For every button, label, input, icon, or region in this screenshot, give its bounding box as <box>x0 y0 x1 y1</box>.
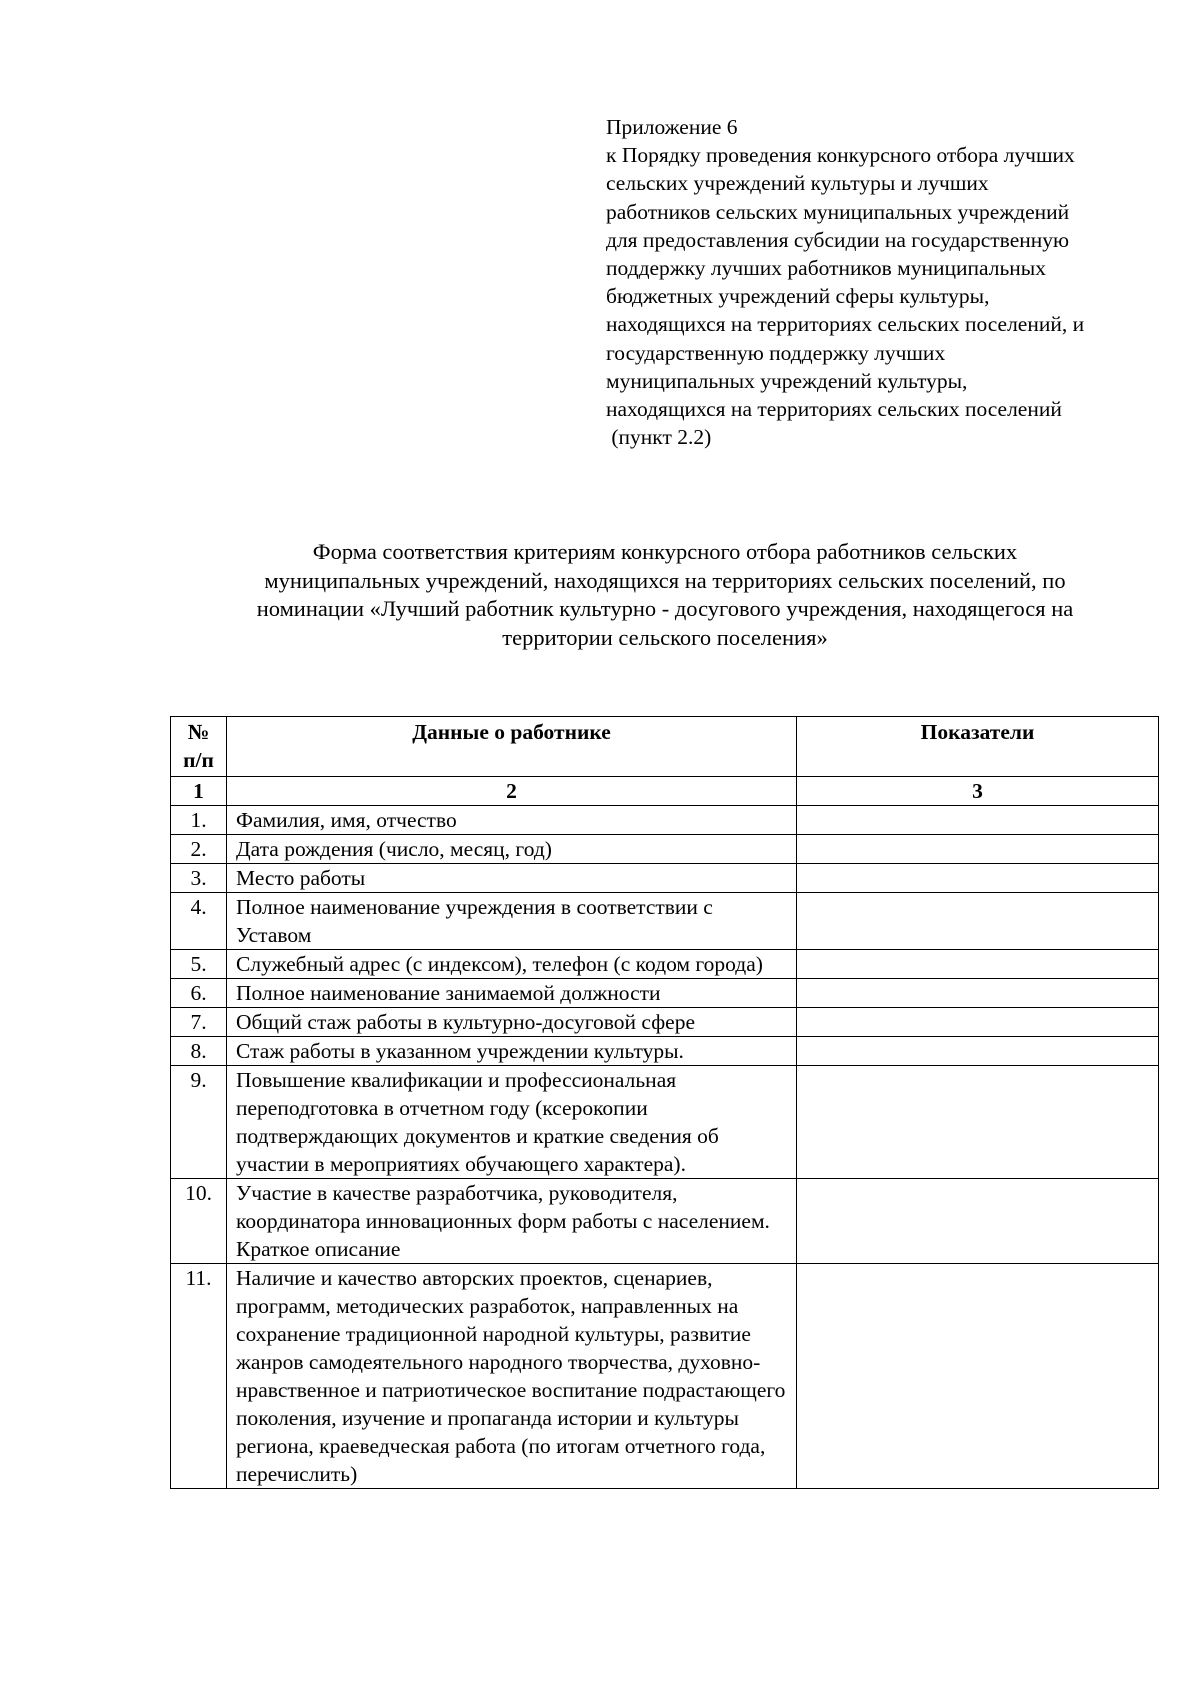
row-value-cell[interactable] <box>797 835 1159 864</box>
row-number: 1. <box>171 806 227 835</box>
row-number: 4. <box>171 893 227 950</box>
appendix-line: для предоставления субсидии на государственную <box>606 227 1070 252</box>
column-numbers-row <box>171 777 1159 806</box>
row-description: Участие в качестве разработчика, руководителя, координатора инновационных форм работы с населением. Краткое описание <box>227 1179 797 1264</box>
row-description: Стаж работы в указанном учреждении культуры. <box>227 1037 797 1066</box>
row-description: Фамилия, имя, отчество <box>227 806 797 835</box>
appendix-note <box>606 113 1166 451</box>
header-num: № п/п <box>171 717 227 777</box>
table-row <box>171 806 1159 835</box>
form-title-line: номинации «Лучший работник культурно - досугового учреждения, находящегося на <box>256 596 1074 621</box>
row-description: Дата рождения (число, месяц, год) <box>227 835 797 864</box>
row-description: Служебный адрес (с индексом), телефон (с кодом города) <box>227 950 797 979</box>
row-value-cell[interactable] <box>797 893 1159 950</box>
table-row <box>171 1179 1159 1264</box>
row-description: Полное наименование занимаемой должности <box>227 979 797 1008</box>
table-row <box>171 979 1159 1008</box>
row-value-cell[interactable] <box>797 806 1159 835</box>
row-value-cell[interactable] <box>797 1008 1159 1037</box>
appendix-line: государственную поддержку лучших <box>606 340 946 365</box>
appendix-line: муниципальных учреждений культуры, <box>606 368 968 393</box>
appendix-line: Приложение 6 <box>606 115 738 139</box>
row-value-cell[interactable] <box>797 1037 1159 1066</box>
row-number: 2. <box>171 835 227 864</box>
criteria-table <box>170 716 1159 1489</box>
row-description: Полное наименование учреждения в соответствии с Уставом <box>227 893 797 950</box>
table-row <box>171 893 1159 950</box>
appendix-line: к Порядку проведения конкурсного отбора лучших <box>606 143 1075 168</box>
row-number: 8. <box>171 1037 227 1066</box>
row-value-cell[interactable] <box>797 1264 1159 1489</box>
header-indicators: Показатели <box>797 717 1159 777</box>
row-number: 11. <box>171 1264 227 1489</box>
form-title-line: муниципальных учреждений, находящихся на территориях сельских поселений, по <box>264 567 1066 593</box>
row-value-cell[interactable] <box>797 1066 1159 1179</box>
form-title <box>160 538 1170 652</box>
row-description: Наличие и качество авторских проектов, сценариев, программ, методических разработок, направленных на сохранение традиционной народной культуры, развитие жанров самодеятельного народного творчества, духовно-нравственное и патриотическое воспитание подрастающего поколения, изучение и пропаганда истории и культуры региона, краеведческая работа (по итогам отчетного года, перечислить) <box>227 1264 797 1489</box>
header-data: Данные о работнике <box>227 717 797 777</box>
column-number: 1 <box>171 777 227 806</box>
column-number: 2 <box>227 777 797 806</box>
row-value-cell[interactable] <box>797 864 1159 893</box>
row-number: 7. <box>171 1008 227 1037</box>
row-number: 9. <box>171 1066 227 1179</box>
appendix-line: находящихся на территориях сельских поселений <box>606 397 1062 422</box>
row-number: 3. <box>171 864 227 893</box>
row-number: 6. <box>171 979 227 1008</box>
table-row <box>171 1066 1159 1179</box>
table-row <box>171 1264 1159 1489</box>
row-description: Общий стаж работы в культурно-досуговой сфере <box>227 1008 797 1037</box>
form-title-line: Форма соответствия критериям конкурсного отбора работников сельских <box>312 539 1018 564</box>
row-value-cell[interactable] <box>797 979 1159 1008</box>
row-value-cell[interactable] <box>797 1179 1159 1264</box>
table-row <box>171 1008 1159 1037</box>
row-number: 5. <box>171 950 227 979</box>
appendix-line: находящихся на территориях сельских поселений, и <box>606 312 1085 337</box>
table-row <box>171 835 1159 864</box>
row-number: 10. <box>171 1179 227 1264</box>
table-header-row <box>171 717 1159 777</box>
column-number: 3 <box>797 777 1159 806</box>
form-title-line: территории сельского поселения» <box>502 624 828 650</box>
table-row <box>171 864 1159 893</box>
row-description: Место работы <box>227 864 797 893</box>
appendix-line: работников сельских муниципальных учреждений <box>606 199 1070 224</box>
row-value-cell[interactable] <box>797 950 1159 979</box>
appendix-line: сельских учреждений культуры и лучших <box>606 171 989 196</box>
table-row <box>171 1037 1159 1066</box>
appendix-line: бюджетных учреждений сферы культуры, <box>606 284 990 309</box>
table-row <box>171 950 1159 979</box>
appendix-line: поддержку лучших работников муниципальных <box>606 256 1046 281</box>
row-description: Повышение квалификации и профессиональная переподготовка в отчетном году (ксерокопии подтверждающих документов и краткие сведения об участии в мероприятиях обучающего характера). <box>227 1066 797 1179</box>
appendix-line: (пункт 2.2) <box>606 425 712 450</box>
